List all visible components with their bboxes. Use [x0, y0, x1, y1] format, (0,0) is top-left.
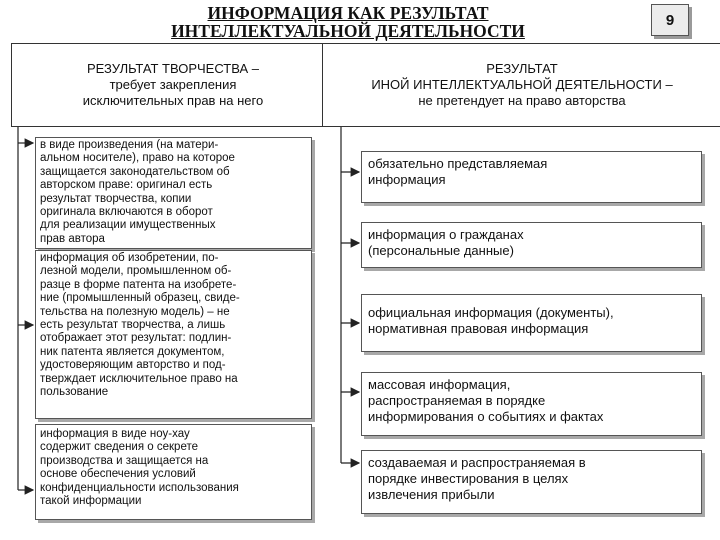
left-header-line-1: РЕЗУЛЬТАТ ТВОРЧЕСТВА – — [86, 61, 259, 76]
left-item-know-how: информация в виде ноу-хау содержит сведения о секрете производства и защищается на основе обеспечения условий конфиденциальности использования такой информации — [35, 424, 312, 520]
left-header-line-3: исключительных прав на него — [82, 93, 264, 108]
title-line-1: ИНФОРМАЦИЯ КАК РЕЗУЛЬТАТ — [207, 3, 489, 23]
left-header-line-2: требует закрепления — [109, 77, 237, 92]
right-item-investment-info: создаваемая и распространяемая в порядке инвестирования в целях извлечения прибыли — [361, 450, 702, 514]
right-item-mandatory-info: обязательно представляемая информация — [361, 151, 702, 203]
left-header-box — [11, 43, 335, 127]
right-item-official-info: официальная информация (документы), нормативная правовая информация — [361, 294, 702, 352]
right-item-personal-data: информация о гражданах (персональные данные) — [361, 222, 702, 268]
left-item-patent: информация об изобретении, по- лезной модели, промышленном об- разце в форме патента на изобрете- ние (промышленный образец, свиде- тельства на полезную модель) – не есть результат творчества, а лишь отображает этот результат: подлин- ник патента является документом, удостоверяющим авторство и под- тверждает исключительное право на пользование — [35, 250, 312, 419]
right-header-line-3: не претендует на право авторства — [418, 93, 626, 108]
page-number-badge: 9 — [651, 4, 689, 36]
right-item-mass-info: массовая информация, распространяемая в порядке информирования о событиях и фактах — [361, 372, 702, 436]
left-item-artwork: в виде произведения (на матери- альном носителе), право на которое защищается законодательством об авторском праве: оригинал есть результат творчества, копии оригинала включаются в оборот для реализации имущественных прав автора — [35, 137, 312, 249]
title-line-2: ИНТЕЛЛЕКТУАЛЬНОЙ ДЕЯТЕЛЬНОСТИ — [171, 21, 525, 41]
right-header-line-1: РЕЗУЛЬТАТ — [486, 61, 558, 76]
right-header-box — [322, 43, 720, 127]
page-title — [118, 4, 578, 40]
right-header-line-2: ИНОЙ ИНТЕЛЛЕКТУАЛЬНОЙ ДЕЯТЕЛЬНОСТИ – — [371, 77, 673, 92]
